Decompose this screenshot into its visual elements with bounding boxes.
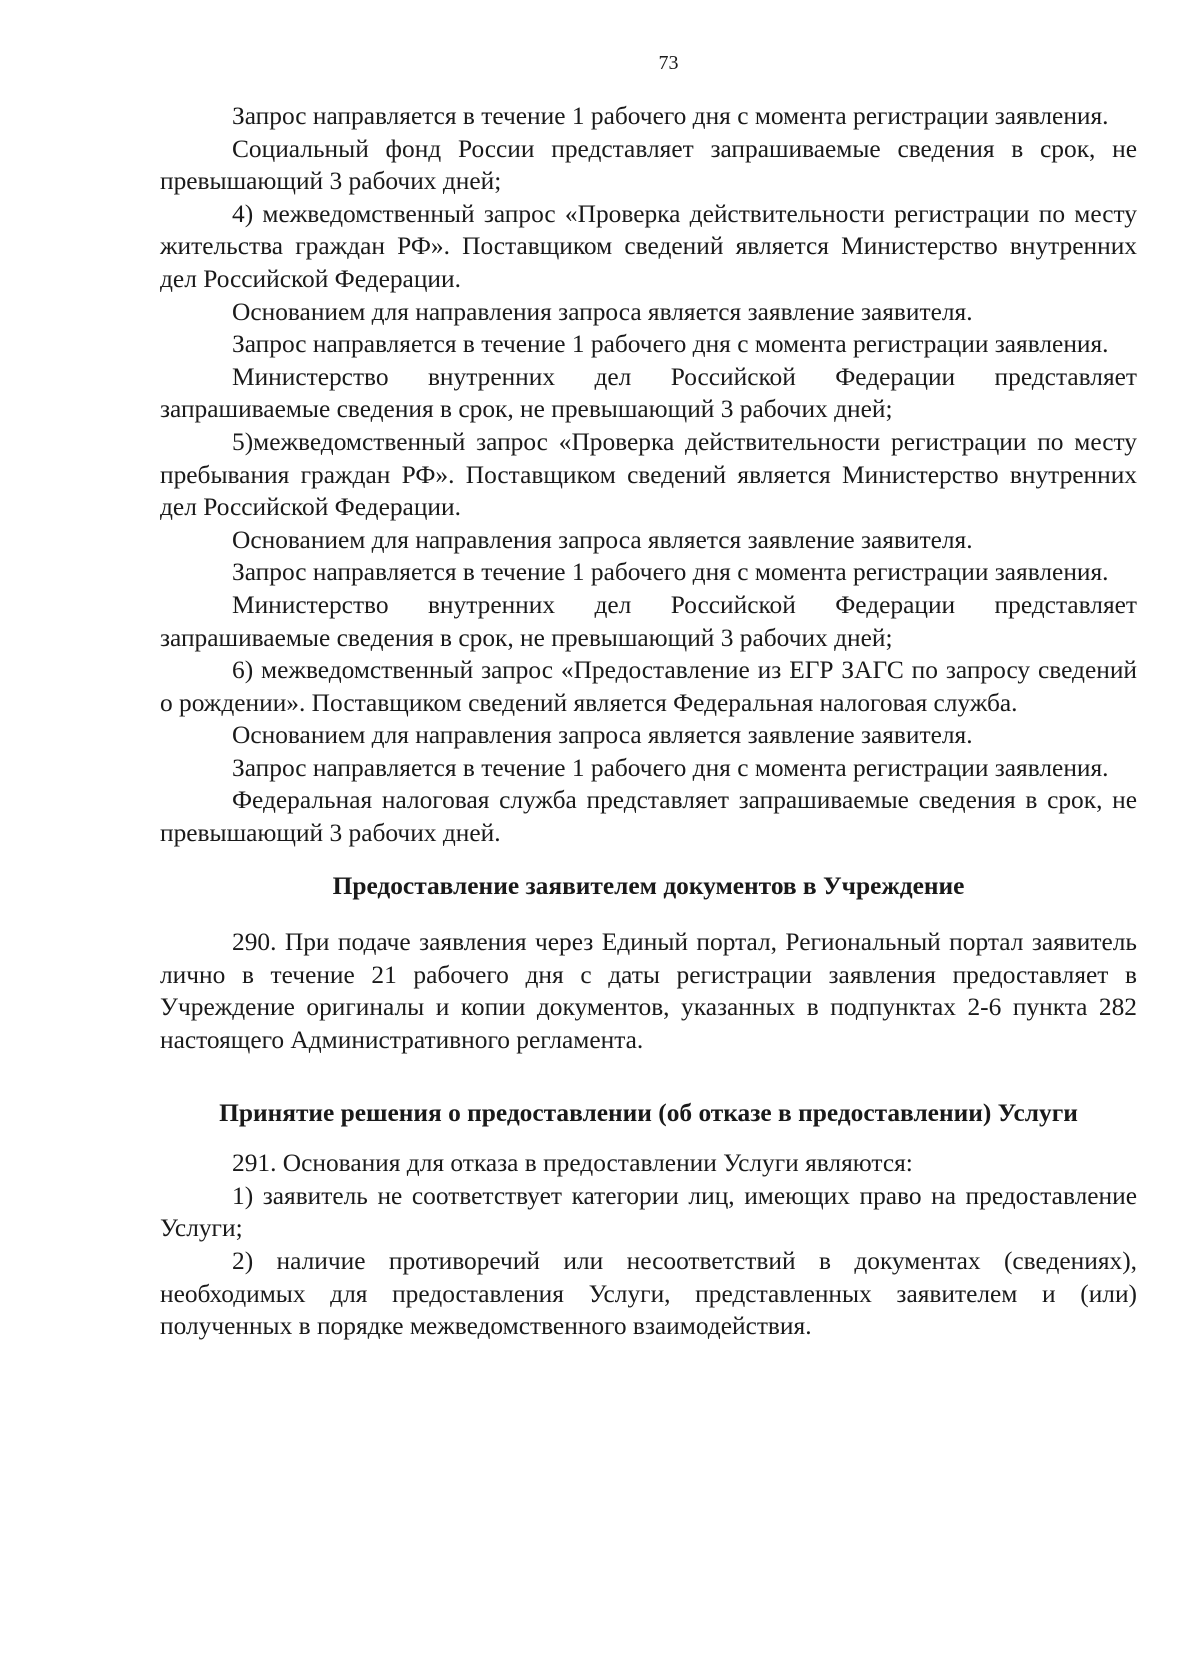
paragraph-291-item-2: 2) наличие противоречий или несоответствий в документах (сведениях), необходимых для предоставления Услуги, представленных заявителем и (или) полученных в порядке межведомственного взаимодействия.	[160, 1247, 1137, 1341]
section-heading-documents: Предоставление заявителем документов в Учреждение	[332, 871, 965, 900]
paragraph-basis-3: Основанием для направления запроса является заявление заявителя.	[232, 721, 973, 750]
page-number: 73	[658, 52, 679, 74]
paragraph-mvd-response-1: Министерство внутренних дел Российской Федерации представляет запрашиваемые сведения в срок, не превышающий 3 рабочих дней;	[160, 362, 1137, 424]
paragraph-item-4: 4) межведомственный запрос «Проверка действительности регистрации по месту жительства граждан РФ». Поставщиком сведений является Министерство внутренних дел Российской Федерации.	[160, 199, 1137, 293]
paragraph-item-5: 5)межведомственный запрос «Проверка действительности регистрации по месту пребывания граждан РФ». Поставщиком сведений является Министерство внутренних дел Российской Федерации.	[160, 427, 1137, 522]
paragraph-request-deadline-1: Запрос направляется в течение 1 рабочего дня с момента регистрации заявления.	[232, 102, 1109, 130]
paragraph-item-6: 6) межведомственный запрос «Предоставление из ЕГР ЗАГС по запросу сведений о рождении». Поставщиком сведений является Федеральная налоговая служба.	[160, 656, 1137, 717]
paragraph-request-deadline-3: Запрос направляется в течение 1 рабочего дня с момента регистрации заявления.	[232, 558, 1109, 587]
paragraph-social-fund-response: Социальный фонд России представляет запрашиваемые сведения в срок, не превышающий 3 рабочих дней;	[160, 134, 1137, 196]
paragraph-290: 290. При подаче заявления через Единый портал, Региональный портал заявитель лично в течение 21 рабочего дня с даты регистрации заявления предоставляет в Учреждение оригиналы и копии документов, указанных в подпунктах 2-6 пункта 282 настоящего Административного регламента.	[160, 928, 1137, 1055]
paragraph-request-deadline-4: Запрос направляется в течение 1 рабочего дня с момента регистрации заявления.	[232, 753, 1109, 782]
paragraph-291-item-1: 1) заявитель не соответствует категории лиц, имеющих право на предоставление Услуги;	[160, 1181, 1137, 1243]
section-heading-decision: Принятие решения о предоставлении (об отказе в предоставлении) Услуги	[219, 1098, 1078, 1127]
document-page	[160, 48, 1137, 1343]
paragraph-mvd-response-2: Министерство внутренних дел Российской Федерации представляет запрашиваемые сведения в срок, не превышающий 3 рабочих дней;	[160, 590, 1137, 652]
paragraph-basis-2: Основанием для направления запроса является заявление заявителя.	[232, 525, 973, 554]
paragraph-291: 291. Основания для отказа в предоставлении Услуги являются:	[232, 1149, 913, 1178]
paragraph-fns-response: Федеральная налоговая служба представляет запрашиваемые сведения в срок, не превышающий 3 рабочих дней.	[160, 786, 1137, 848]
paragraph-request-deadline-2: Запрос направляется в течение 1 рабочего дня с момента регистрации заявления.	[232, 330, 1109, 359]
paragraph-basis-1: Основанием для направления запроса является заявление заявителя.	[232, 297, 973, 326]
